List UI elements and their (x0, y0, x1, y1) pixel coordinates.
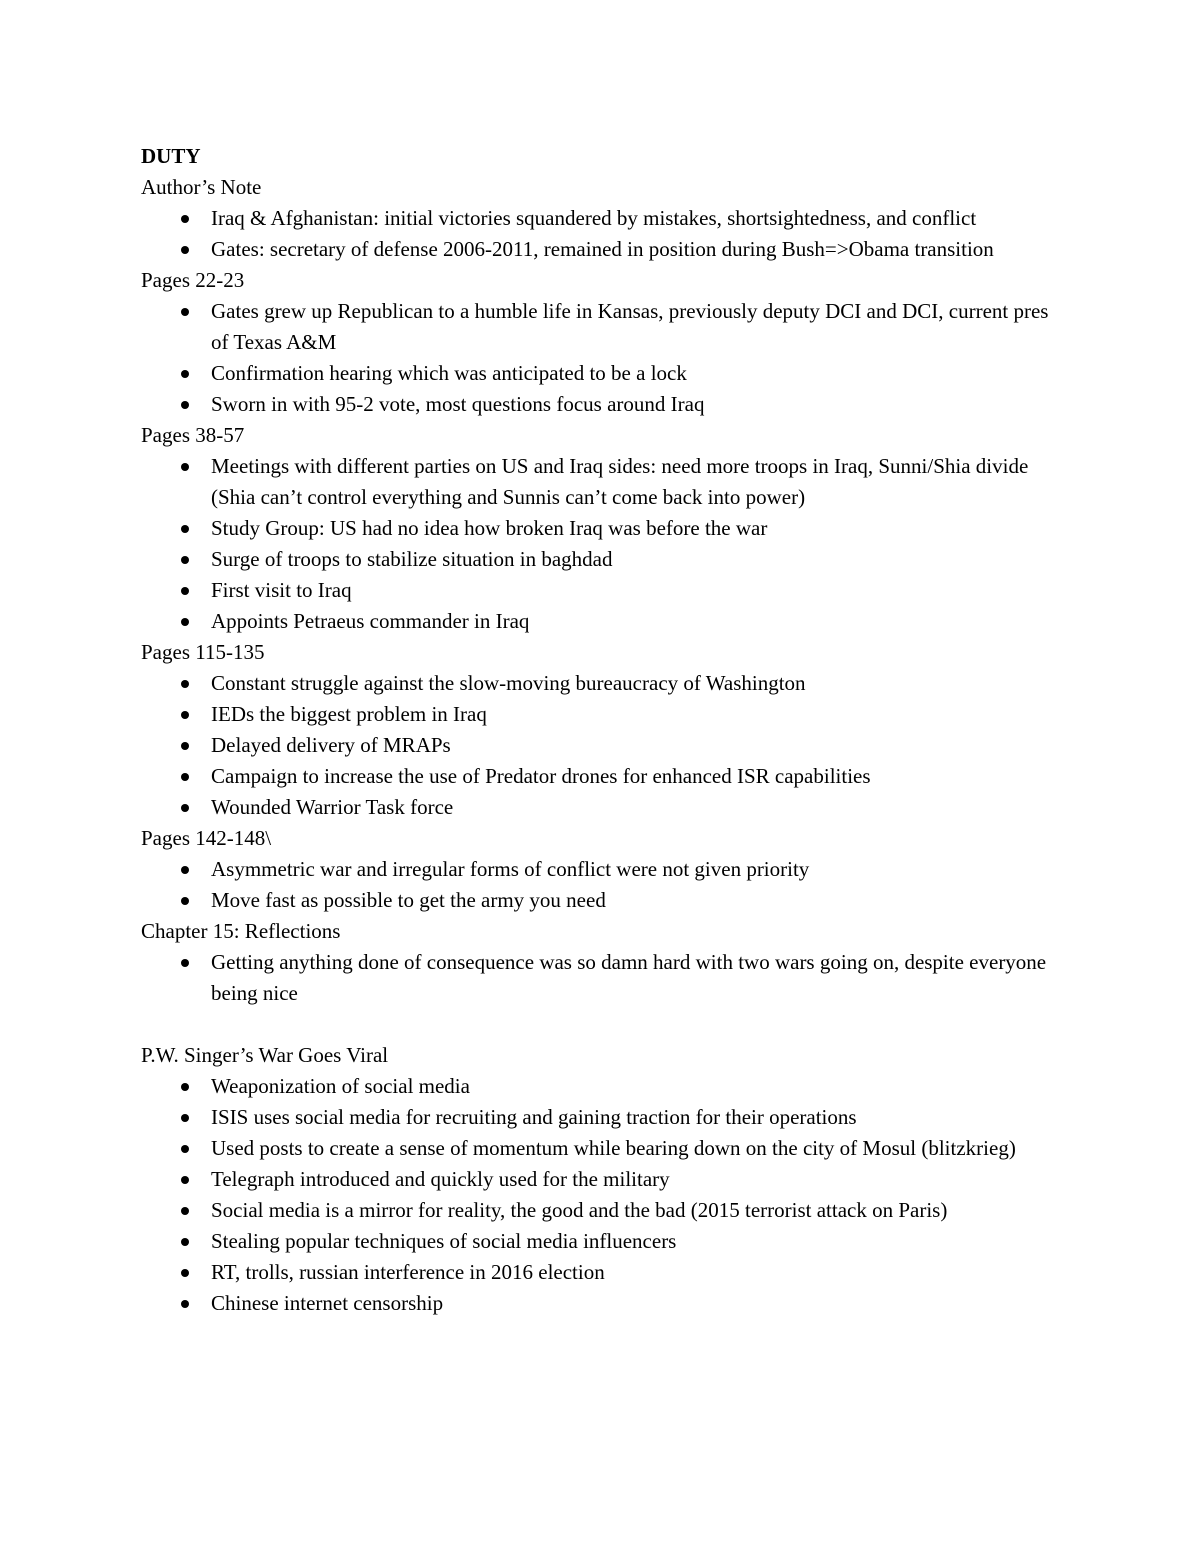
bullet-icon (181, 1145, 189, 1153)
list-item (141, 1133, 1061, 1164)
list-item-text: Study Group: US had no idea how broken Iraq was before the war (211, 516, 768, 540)
bullet-icon (181, 556, 189, 564)
bullet-icon (181, 463, 189, 471)
section-heading: Pages 22-23 (141, 268, 245, 292)
list-item-text: Social media is a mirror for reality, the good and the bad (2015 terrorist attack on Paris) (211, 1198, 948, 1222)
list-item (141, 203, 1061, 234)
list-item-text: Sworn in with 95-2 vote, most questions focus around Iraq (211, 392, 705, 416)
list-item-text: Gates grew up Republican to a humble life in Kansas, previously deputy DCI and DCI, current pres of Texas A&M (211, 299, 1049, 354)
list-item-text: Wounded Warrior Task force (211, 795, 454, 819)
bullet-icon (181, 246, 189, 254)
bullet-icon (181, 618, 189, 626)
list-item-text: Confirmation hearing which was anticipated to be a lock (211, 361, 687, 385)
list-item-text: Constant struggle against the slow-moving bureaucracy of Washington (211, 671, 806, 695)
list-item-text: Iraq & Afghanistan: initial victories squandered by mistakes, shortsightedness, and conflict (211, 206, 977, 230)
list-item (141, 668, 1061, 699)
bullet-icon (181, 866, 189, 874)
section-heading: Author’s Note (141, 175, 262, 199)
bullet-icon (181, 401, 189, 409)
bullet-icon (181, 804, 189, 812)
list-item (141, 358, 1061, 389)
bullet-list (141, 854, 1061, 916)
list-item-text: First visit to Iraq (211, 578, 352, 602)
list-item-text: Campaign to increase the use of Predator drones for enhanced ISR capabilities (211, 764, 871, 788)
list-item (141, 1226, 1061, 1257)
bullet-icon (181, 1114, 189, 1122)
section-heading: Pages 115-135 (141, 640, 265, 664)
list-item (141, 544, 1061, 575)
list-item (141, 296, 1061, 358)
bullet-icon (181, 215, 189, 223)
bullet-list (141, 203, 1061, 265)
list-item-text: Used posts to create a sense of momentum while bearing down on the city of Mosul (blitzkrieg) (211, 1136, 1016, 1160)
list-item-text: Delayed delivery of MRAPs (211, 733, 451, 757)
bullet-icon (181, 1238, 189, 1246)
list-item (141, 575, 1061, 606)
bullet-icon (181, 1207, 189, 1215)
bullet-icon (181, 308, 189, 316)
list-item (141, 699, 1061, 730)
section-heading: P.W. Singer’s War Goes Viral (141, 1043, 389, 1067)
section-heading: Pages 38-57 (141, 423, 245, 447)
bullet-list (141, 451, 1061, 637)
bullet-icon (181, 1083, 189, 1091)
bullet-icon (181, 897, 189, 905)
list-item (141, 389, 1061, 420)
blank-line (141, 1009, 1061, 1040)
list-item-text: IEDs the biggest problem in Iraq (211, 702, 487, 726)
list-item-text: Telegraph introduced and quickly used for the military (211, 1167, 670, 1191)
list-item (141, 451, 1061, 513)
bullet-icon (181, 525, 189, 533)
bullet-list (141, 296, 1061, 420)
document-title: DUTY (141, 144, 201, 168)
list-item (141, 730, 1061, 761)
list-item (141, 854, 1061, 885)
list-item (141, 885, 1061, 916)
list-item (141, 606, 1061, 637)
bullet-icon (181, 711, 189, 719)
list-item (141, 1195, 1061, 1226)
list-item-text: Appoints Petraeus commander in Iraq (211, 609, 530, 633)
bullet-icon (181, 1300, 189, 1308)
bullet-icon (181, 1269, 189, 1277)
list-item (141, 1164, 1061, 1195)
list-item-text: RT, trolls, russian interference in 2016 election (211, 1260, 605, 1284)
bullet-icon (181, 587, 189, 595)
list-item-text: Chinese internet censorship (211, 1291, 444, 1315)
list-item-text: Stealing popular techniques of social media influencers (211, 1229, 677, 1253)
bullet-list (141, 668, 1061, 823)
list-item-text: Asymmetric war and irregular forms of conflict were not given priority (211, 857, 810, 881)
section-heading: Chapter 15: Reflections (141, 919, 341, 943)
bullet-icon (181, 959, 189, 967)
list-item (141, 234, 1061, 265)
list-item (141, 761, 1061, 792)
list-item-text: Move fast as possible to get the army you need (211, 888, 606, 912)
list-item (141, 1071, 1061, 1102)
bullet-icon (181, 680, 189, 688)
list-item (141, 1257, 1061, 1288)
list-item-text: Gates: secretary of defense 2006-2011, remained in position during Bush=>Obama transition (211, 237, 994, 261)
section-heading: Pages 142-148\ (141, 826, 272, 850)
list-item-text: Meetings with different parties on US and Iraq sides: need more troops in Iraq, Sunni/Shia divide (Shia can’t control everything and Sunnis can’t come back into power) (211, 454, 1029, 509)
bullet-icon (181, 1176, 189, 1184)
bullet-icon (181, 773, 189, 781)
list-item (141, 513, 1061, 544)
bullet-icon (181, 742, 189, 750)
list-item (141, 1288, 1061, 1319)
list-item-text: Getting anything done of consequence was so damn hard with two wars going on, despite everyone being nice (211, 950, 1047, 1005)
bullet-icon (181, 370, 189, 378)
list-item (141, 792, 1061, 823)
list-item (141, 1102, 1061, 1133)
list-item (141, 947, 1061, 1009)
bullet-list (141, 947, 1061, 1009)
list-item-text: Weaponization of social media (211, 1074, 470, 1098)
list-item-text: ISIS uses social media for recruiting and gaining traction for their operations (211, 1105, 857, 1129)
document-page (141, 141, 1061, 1319)
bullet-list (141, 1071, 1061, 1319)
list-item-text: Surge of troops to stabilize situation in baghdad (211, 547, 613, 571)
